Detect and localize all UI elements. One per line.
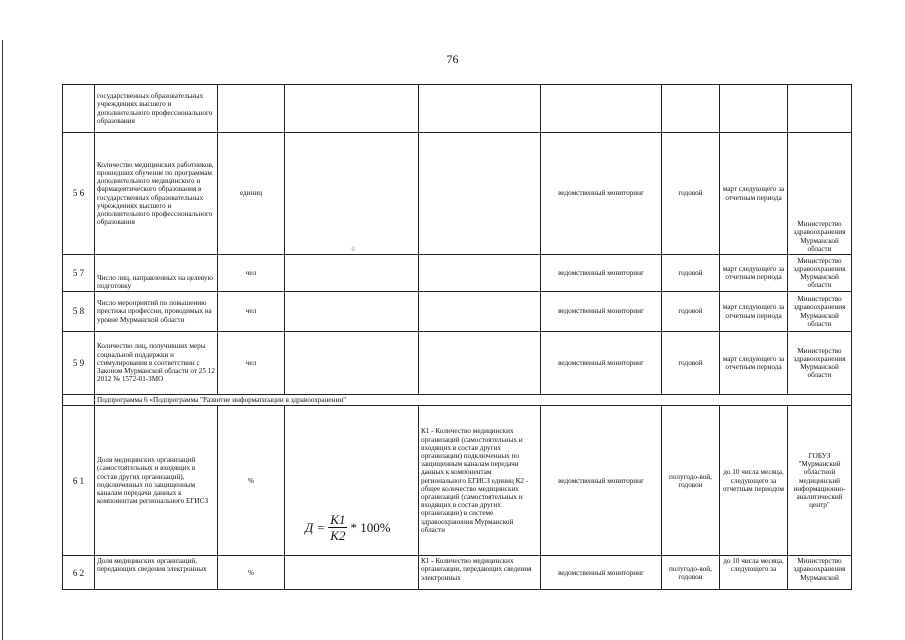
periodicity: полугодо-вой, годовои [662, 556, 720, 590]
description [419, 332, 541, 395]
formula-lhs: Д = [305, 519, 326, 535]
description: К1 - Количество медицинских организации, передающих сведения электронных [419, 556, 541, 590]
formula-cell [285, 133, 419, 255]
indicator-name: государственных образовательных учреждениях высшего и дополнительного профессионального образования [95, 85, 218, 133]
row-number: 5 7 [63, 255, 95, 292]
description [419, 292, 541, 332]
description [419, 255, 541, 292]
row-number: 5 9 [63, 332, 95, 395]
formula-cell [285, 556, 419, 590]
periodicity: годовой [662, 133, 720, 255]
formula-cell [285, 255, 419, 292]
unit: чел [218, 332, 285, 395]
collection-method: ведомственный мониторинг [541, 255, 662, 292]
formula-fraction [328, 512, 347, 543]
deadline: март следующего за отчетным периода [720, 133, 788, 255]
periodicity: годовой [662, 332, 720, 395]
formula-cell [285, 332, 419, 395]
deadline: до 10 числа месяца, следующего за [720, 556, 788, 590]
formula-rest: * 100% [350, 519, 391, 535]
table-row [63, 332, 852, 395]
periodicity: полугодо-вой, годовои [662, 406, 720, 556]
unit: чел [218, 292, 285, 332]
table-row [63, 556, 852, 590]
table-row [63, 292, 852, 332]
indicators-table [62, 84, 852, 590]
responsible: ГОБУЗ "Мурманский областной медицинский информационно-аналитический центр" [788, 406, 852, 556]
indicator-name: Количество медицинских работников, прошедших обучение по программам дополнительного медицинского и фармацевтического образования в государственных образовательных учреждениях высшего и дополнительного профессионального образования [95, 133, 218, 255]
unit: % [218, 406, 285, 556]
responsible: Министерство здравоохранения Мурманской области [788, 332, 852, 395]
table-row [63, 395, 852, 406]
deadline: март следующего за отчетным периода [720, 255, 788, 292]
row-number: 6 1 [63, 406, 95, 556]
deadline: до 10 числа месяца, следующего за отчетным периодом [720, 406, 788, 556]
row-number: 5 6 [63, 133, 95, 255]
description: К1 - Количество медицинских организаций (самостоятельных и входящих в состав других организации) подключенных по защищенным каналам передачи данных к компонентам регионального ЕГИСЗ единиц К2 - общее количество медицинских организаций (самостоятельных и входящих в состав других организации) в системе здравоохранения Мурманской области [419, 406, 541, 556]
description [419, 133, 541, 255]
responsible: Министерство здравоохранения Мурманской области [788, 292, 852, 332]
indicator-name: Доля медицинских организаций, передающих сведения электронных [95, 556, 218, 590]
collection-method: ведомственный мониторинг [541, 332, 662, 395]
indicator-name: Количество лиц, получивших меры социальной поддержки и стимулирования в соответствии с Законом Мурманской области от 25 12 2012 № 1572-01-ЗМО [95, 332, 218, 395]
collection-method: ведомственный мониторинг [541, 292, 662, 332]
collection-method: ведомственный мониторинг [541, 406, 662, 556]
row-number: 5 8 [63, 292, 95, 332]
indicator-name: Число лиц, направленных на целевую подготовку [95, 255, 218, 292]
indicator-name: Число мероприятий по повышению престижа профессии, проводимых на уровне Мурманской области [95, 292, 218, 332]
left-margin-line [2, 40, 3, 640]
deadline: март следующего за отчетным периода [720, 332, 788, 395]
indicator-name: Доля медицинских организаций (самостоятельных и входящих в состав других организаций), подключенных по защищенным каналам передачи данных к компонентам регионального ЕГИСЗ [95, 406, 218, 556]
formula-cell [285, 406, 419, 556]
table-row [63, 85, 852, 133]
responsible: Министерство здравоохранения Мурманской области [788, 133, 852, 255]
periodicity: годовой [662, 255, 720, 292]
unit: чел [218, 255, 285, 292]
table-row [63, 255, 852, 292]
responsible: Министерство здравоохранения Мурманской [788, 556, 852, 590]
table-row [63, 133, 852, 255]
formula-numerator: K1 [330, 512, 346, 528]
collection-method: ведомственный мониторинг [541, 556, 662, 590]
periodicity: годовой [662, 292, 720, 332]
responsible: Министерство здравоохранения Мурманской области [788, 255, 852, 292]
formula-cell [285, 292, 419, 332]
formula [305, 512, 391, 543]
collection-method: ведомственный мониторинг [541, 133, 662, 255]
subprogram-title: Подпрограмма 6 «Подпрограмма "Развитие информатизации в здравоохранении" [95, 395, 852, 406]
stray-mark: © [351, 246, 356, 253]
row-number [63, 85, 95, 133]
formula-denominator: K2 [330, 528, 346, 544]
deadline: март следующего за отчетным периода [720, 292, 788, 332]
page-number: 76 [446, 52, 459, 66]
table-row [63, 406, 852, 556]
unit: % [218, 556, 285, 590]
unit: единиц [218, 133, 285, 255]
row-number: 6 2 [63, 556, 95, 590]
